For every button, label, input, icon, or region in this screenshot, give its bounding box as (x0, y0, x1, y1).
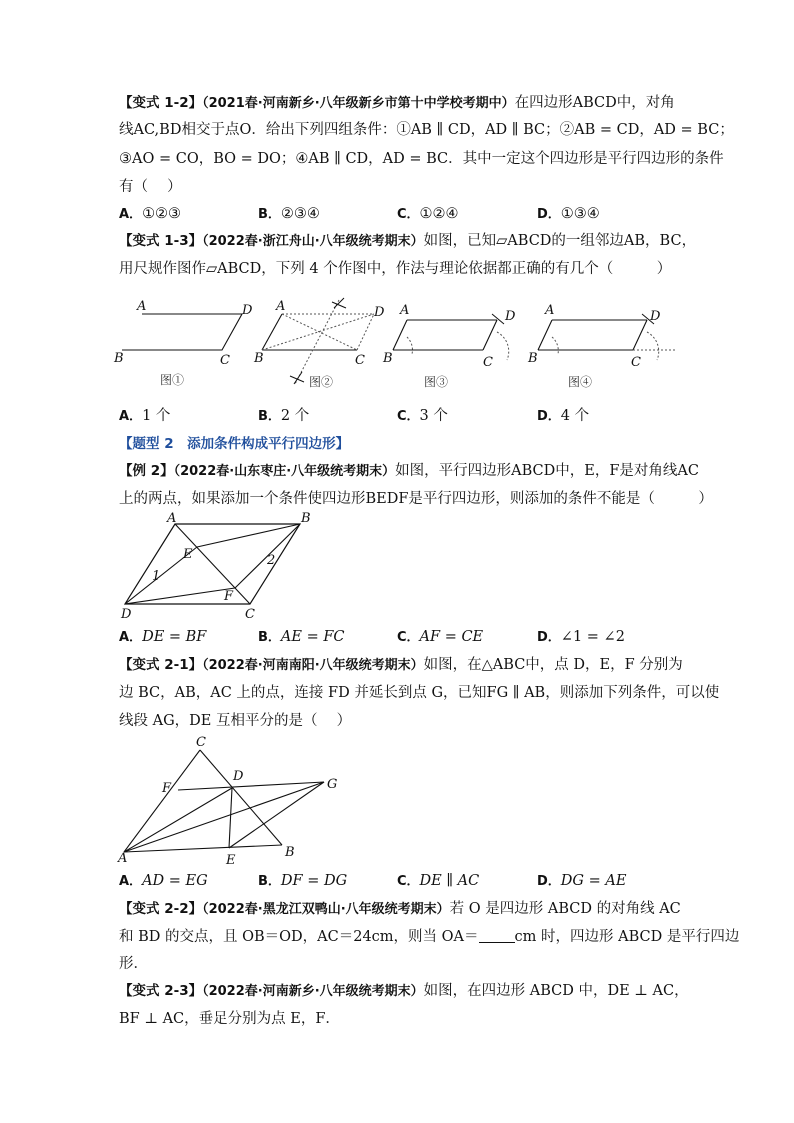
q1-3-option-a[interactable] (119, 405, 170, 428)
caption-figure-3: 图③ (424, 375, 449, 389)
q2-2-line-2 (119, 926, 740, 948)
option-letter: B． (258, 409, 281, 424)
label-b: B (285, 845, 295, 860)
q2-1-source: （2022春·河南南阳·八年级统考期末） (202, 658, 424, 673)
q1-2-source: （2021春·河南新乡·八年级新乡市第十中学校考期中） (202, 96, 515, 111)
option-text: ∠1 = ∠2 (560, 629, 625, 645)
option-letter: C． (397, 874, 420, 889)
q2-3-tag: 【变式 2-3】 (119, 983, 203, 999)
label-c: C (631, 355, 641, 370)
diagonal-ac (175, 524, 250, 604)
ex2-source: （2022春·山东枣庄·八年级统考期末） (173, 464, 396, 479)
caption-figure-4: 图④ (568, 375, 593, 389)
option-text: ①②③ (142, 206, 182, 222)
ex2-option-c[interactable] (397, 626, 483, 649)
option-text: ①③④ (560, 206, 600, 222)
q2-3-line-1 (119, 980, 689, 1003)
label-a: A (545, 303, 555, 318)
q2-1-tag: 【变式 2-1】 (119, 657, 203, 673)
q2-1-option-d[interactable] (537, 870, 626, 893)
side-cb (200, 750, 282, 845)
label-e: E (183, 547, 193, 562)
q1-3-option-d[interactable] (537, 405, 589, 428)
q1-2-line-2: 线AC,BD相交于点O．给出下列四组条件：①AB ∥ CD，AD ∥ BC；②AB = CD，AD = BC； (119, 122, 734, 138)
option-text: 4 个 (560, 408, 590, 424)
label-c: C (220, 353, 230, 368)
label-b: B (254, 351, 264, 366)
q2-2-text-2a: 和 BD 的交点，且 OB＝OD，AC＝24cm，则当 OA＝ (119, 929, 479, 945)
q1-3-source: （2022春·浙江舟山·八年级统考期末） (202, 234, 424, 249)
option-text: DE ∥ AC (419, 873, 480, 889)
label-angle-2: 2 (267, 553, 276, 568)
q1-2-text-1: 在四边形ABCD中，对角 (514, 95, 675, 111)
q1-3-tag: 【变式 1-3】 (119, 233, 203, 249)
option-text: ①②④ (419, 206, 459, 222)
ex2-figure (115, 512, 330, 622)
answer-blank[interactable] (479, 928, 515, 943)
ex2-text-1: 如图，平行四边形ABCD中，E，F是对角线AC (395, 463, 699, 479)
q1-3-line-1 (119, 230, 697, 253)
label-b: B (301, 512, 311, 526)
label-e: E (226, 853, 236, 868)
q1-2-option-a[interactable] (119, 203, 181, 226)
q1-2-option-d[interactable] (537, 203, 600, 226)
q1-2-option-c[interactable] (397, 203, 459, 226)
q2-2-line-3: 形． (119, 956, 148, 972)
ex2-option-d[interactable] (537, 626, 625, 649)
label-d: D (242, 303, 253, 318)
label-b: B (383, 351, 393, 366)
ex2-option-b[interactable] (258, 626, 345, 649)
q1-2-option-b[interactable] (258, 203, 320, 226)
option-letter: A． (119, 630, 143, 645)
label-a: A (400, 303, 410, 318)
q2-2-text-2b: cm 时，四边形 ABCD 是平行四边 (514, 929, 740, 945)
ex2-tag: 【例 2】 (119, 463, 174, 479)
caption-figure-2: 图② (309, 375, 334, 389)
q2-3-line-2: BF ⊥ AC，垂足分别为点 E，F． (119, 1011, 340, 1027)
figure-4 (527, 303, 677, 389)
option-text: AD = EG (142, 873, 208, 889)
option-letter: A． (119, 207, 143, 222)
label-c: C (483, 355, 493, 370)
q1-3-option-b[interactable] (258, 405, 309, 428)
label-b: B (528, 351, 538, 366)
label-d: D (121, 607, 132, 622)
q1-3-text-1: 如图，已知▱ABCD的一组邻边AB，BC， (423, 233, 697, 249)
option-text: DE = BF (142, 629, 207, 645)
q1-3-figures (112, 292, 682, 400)
figure-2 (253, 298, 385, 389)
section-2-title: 【题型 2 添加条件构成平行四边形】 (119, 436, 350, 452)
segment-fg (178, 782, 324, 790)
label-d: D (650, 309, 661, 324)
q1-2-tag: 【变式 1-2】 (119, 95, 203, 111)
option-text: DG = AE (560, 873, 627, 889)
q1-2-line-3: ③AO = CO，BO = DO；④AB ∥ CD，AD = BC．其中一定这个四边形是平行四边形的条件 (119, 151, 724, 167)
label-f: F (162, 781, 172, 796)
option-text: 1 个 (142, 408, 171, 424)
label-f: F (224, 589, 234, 604)
side-ab (124, 845, 282, 852)
side-ca (124, 750, 200, 852)
option-letter: B． (258, 874, 281, 889)
q2-3-text-1: 如图，在四边形 ABCD 中，DE ⊥ AC， (423, 983, 689, 999)
label-a: A (276, 299, 286, 314)
label-g: G (327, 777, 338, 792)
label-d: D (374, 305, 385, 320)
label-a: A (167, 512, 177, 526)
q1-2-line-1 (119, 92, 679, 115)
label-angle-1: 1 (152, 569, 161, 584)
q2-2-tag: 【变式 2-2】 (119, 901, 203, 917)
option-letter: D． (537, 207, 561, 222)
option-letter: C． (397, 630, 420, 645)
label-c: C (355, 353, 365, 368)
q2-2-line-1 (119, 898, 679, 921)
q2-3-source: （2022春·河南新乡·八年级统考期末） (202, 984, 424, 999)
parallelogram-shape (122, 314, 242, 350)
option-letter: D． (537, 874, 561, 889)
option-text: 2 个 (280, 408, 310, 424)
q2-2-text-1: 若 O 是四边形 ABCD 的对角线 AC (449, 901, 681, 917)
option-letter: B． (258, 630, 281, 645)
q2-1-option-a[interactable] (119, 870, 208, 893)
q2-1-option-c[interactable] (397, 870, 479, 893)
option-letter: D． (537, 409, 561, 424)
figure-1 (113, 299, 253, 387)
option-letter: C． (397, 409, 420, 424)
figure-3 (382, 303, 516, 389)
q1-3-line-2: 用尺规作图作▱ABCD，下列 4 个作图中，作法与理论依据都正确的有几个（ ） (119, 261, 672, 277)
label-a: A (137, 299, 147, 314)
q2-1-line-2: 边 BC，AB，AC 上的点，连接 FD 并延长到点 G，已知FG ∥ AB，则添加下列条件，可以使 (119, 685, 720, 701)
q2-1-line-3: 线段 AG，DE 互相平分的是（ ） (119, 713, 352, 729)
segment-de (229, 788, 232, 848)
ex2-option-a[interactable] (119, 626, 206, 649)
option-letter: A． (119, 874, 143, 889)
q1-2-line-4: 有（ ） (119, 179, 182, 195)
option-text: AE = FC (280, 629, 345, 645)
option-letter: B． (258, 207, 281, 222)
q2-1-option-b[interactable] (258, 870, 347, 893)
label-a: A (118, 851, 128, 866)
q2-1-figure (112, 732, 347, 868)
option-text: 3 个 (419, 408, 448, 424)
label-c: C (196, 735, 206, 750)
q2-2-source: （2022春·黑龙江双鸭山·八年级统考期末） (202, 902, 450, 917)
label-b: B (114, 351, 124, 366)
ex2-line-2: 上的两点，如果添加一个条件使四边形BEDF是平行四边形，则添加的条件不能是（ ） (119, 491, 713, 507)
option-letter: C． (397, 207, 420, 222)
option-text: DF = DG (280, 873, 348, 889)
label-c: C (245, 607, 255, 622)
label-d: D (233, 769, 244, 784)
q2-1-line-1 (119, 654, 683, 677)
option-text: ②③④ (280, 206, 320, 222)
q2-1-text-1: 如图，在△ABC中，点 D，E，F 分别为 (423, 657, 683, 673)
q1-3-option-c[interactable] (397, 405, 448, 428)
ex2-line-1 (119, 460, 699, 483)
label-d: D (505, 309, 516, 324)
caption-figure-1: 图① (160, 373, 185, 387)
option-text: AF = CE (419, 629, 484, 645)
option-letter: D． (537, 630, 561, 645)
option-letter: A． (119, 409, 143, 424)
